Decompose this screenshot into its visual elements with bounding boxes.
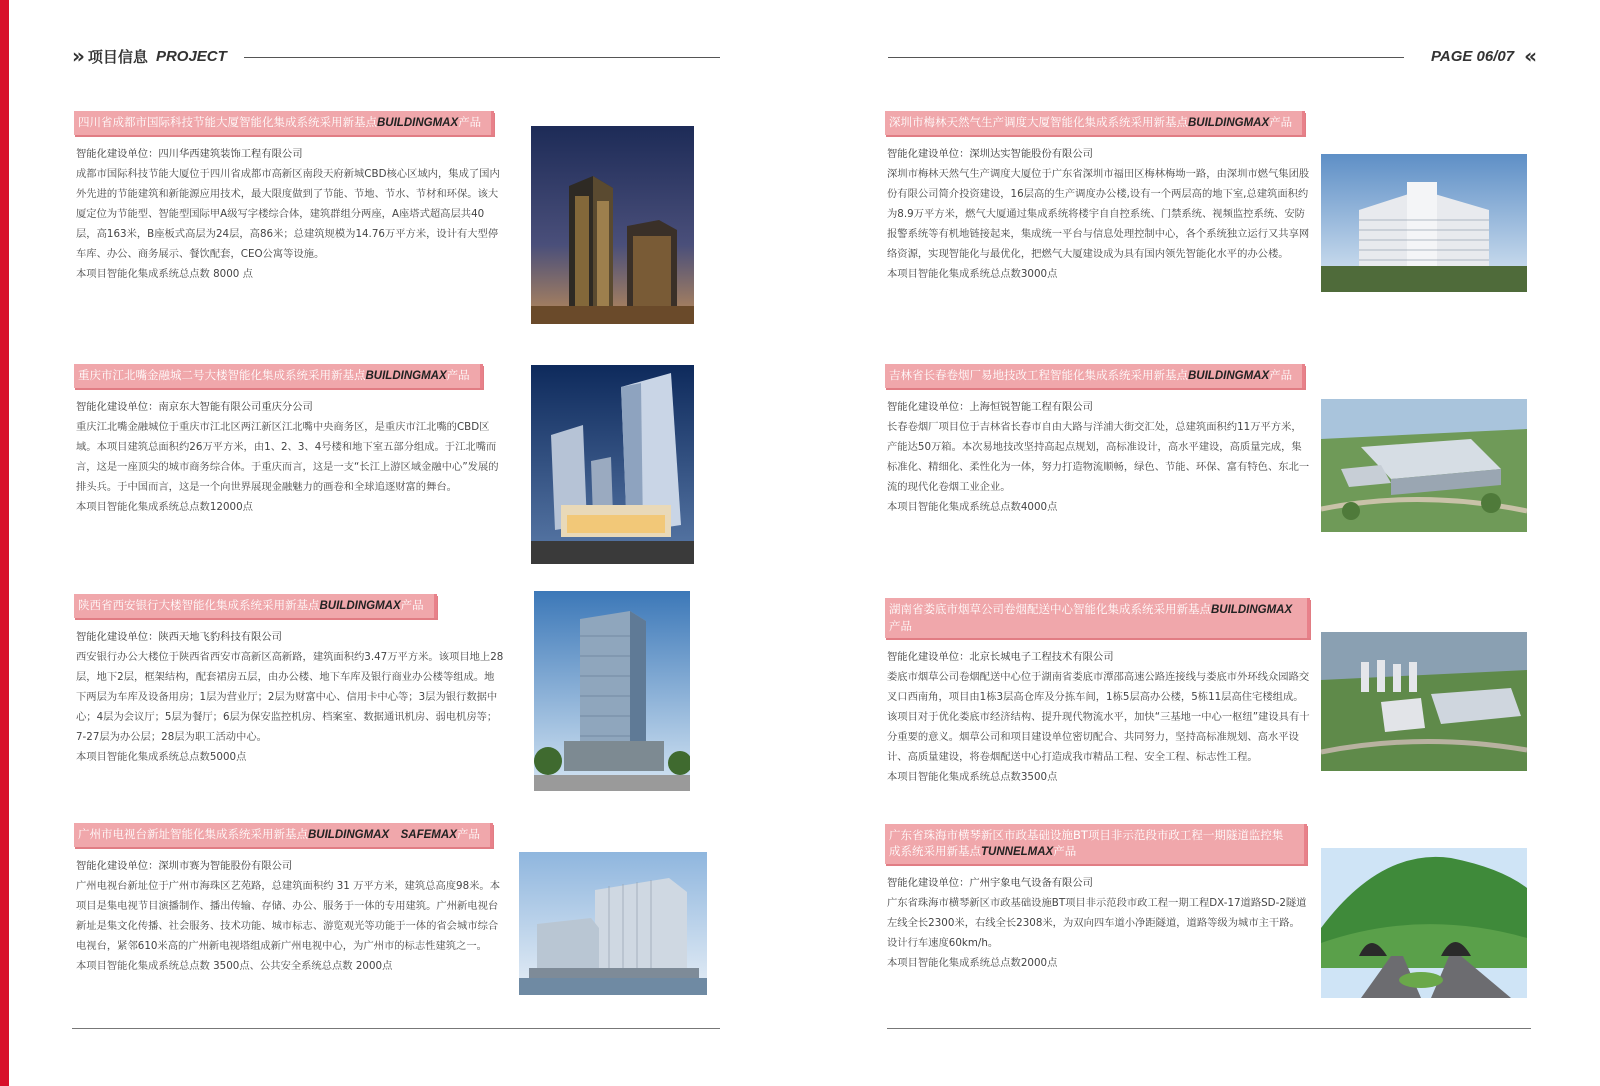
project-points: 本项目智能化集成系统总点数2000点 [887,957,1058,969]
office-building-photo [1321,154,1527,292]
tunnel-photo [1321,848,1527,998]
tv-center-photo [519,852,707,995]
project-card [885,111,1310,284]
project-description: 深圳市梅林天然气生产调度大厦位于广东省深圳市福田区梅林梅坳一路，由深圳市燃气集团股份有限公司简介投资建设，16层高的生产调度办公楼,设有一个两层高的地下室,总建筑面积约为8.9万平方米，燃气大厦通过集成系统将楼宇自自控系统、门禁系统、视频监控系统、安防报警系统等有机地链接起来，集成统一平台与信息处理控制中心，各个系统独立运行又共享网络资源，实现智能化与最优化，把燃气大厦建设成为具有国内领先智能化水平的办公楼。 [887,168,1310,260]
project-points: 本项目智能化集成系统总点数 3500点、公共安全系统总点数 2000点 [76,960,393,972]
project-title: 陕西省西安银行大楼智能化集成系统采用新基点BUILDINGMAX产品 [74,594,437,618]
project-card [885,824,1310,973]
header-title-cn: 项目信息 [87,47,148,66]
project-title: 湖南省娄底市烟草公司卷烟配送中心智能化集成系统采用新基点BUILDINGMAX产品 [885,598,1310,638]
project-title: 四川省成都市国际科技节能大厦智能化集成系统采用新基点BUILDINGMAX产品 [74,111,494,135]
right-header [888,44,1532,72]
header-rule [888,57,1404,58]
project-contractor: 智能化建设单位：陕西天地飞豹科技有限公司 [76,631,282,643]
factory-aerial-photo [1321,399,1527,532]
project-description: 重庆江北嘴金融城位于重庆市江北区两江新区江北嘴中央商务区，是重庆市江北嘴的CBD区域。本项目建筑总面积约26万平方米，由1、2、3、4号楼和地下室五部分组成。于江北嘴而言，这是一座顶尖的城市商务综合体。于重庆而言，这是一支“长江上游区域金融中心”发展的排头兵。于中国而言，这是一个向世界展现金融魅力的画卷和全球追逐财富的舞台。 [76,421,499,493]
footer-rule [72,1028,720,1029]
project-title: 重庆市江北嘴金融城二号大楼智能化集成系统采用新基点BUILDINGMAX产品 [74,364,483,388]
project-description: 长春卷烟厂项目位于吉林省长春市自由大路与洋浦大街交汇处，总建筑面积约11万平方米，产能达50万箱。本次易地技改坚持高起点规划，高标准设计，高水平建设，高质量完成，集标准化、精细化、柔性化为一体，努力打造物流顺畅，绿色、节能、环保、富有特色、东北一流的现代化卷烟工业企业。 [887,421,1310,493]
project-points: 本项目智能化集成系统总点数12000点 [76,501,253,513]
project-card [74,111,504,284]
project-title: 广州市电视台新址智能化集成系统采用新基点BUILDINGMAX SAFEMAX产品 [74,823,493,847]
project-points: 本项目智能化集成系统总点数3000点 [887,268,1058,280]
page-number: PAGE 06/07 [1430,47,1515,65]
left-header [72,44,720,72]
double-chevron-right-icon: » [72,44,80,68]
project-contractor: 智能化建设单位：深圳市赛为智能股份有限公司 [76,860,293,872]
footer-rule [887,1028,1531,1029]
glass-towers-photo [531,365,694,564]
project-card [885,364,1310,517]
header-title-en: PROJECT [155,47,227,65]
project-title: 吉林省长春卷烟厂易地技改工程智能化集成系统采用新基点BUILDINGMAX产品 [885,364,1305,388]
project-card [74,594,504,767]
project-contractor: 智能化建设单位：上海恒锐智能工程有限公司 [887,401,1093,413]
project-description: 成都市国际科技节能大厦位于四川省成都市高新区南段天府新城CBD核心区域内，集成了国内外先进的节能建筑和新能源应用技术，最大限度做到了节能、节地、节水、节材和环保。该大厦定位为节能型、智能型国际甲A级写字楼综合体，建筑群组分两座，A座塔式超高层共40层，高163米，B座板式高层为24层，高86米；总建筑规模为14.76万平方米，设计有大型停车库、办公、商务展示、餐饮配套，CEO公寓等设施。 [76,168,500,260]
header-rule [244,57,720,58]
double-chevron-left-icon: « [1524,44,1532,68]
bank-tower-photo [534,591,690,791]
project-title: 广东省珠海市横琴新区市政基础设施BT项目非示范段市政工程一期隧道监控集成系统采用新基点TUNNELMAX产品 [885,824,1307,864]
twin-towers-photo [531,126,694,324]
project-points: 本项目智能化集成系统总点数3500点 [887,771,1058,783]
project-contractor: 智能化建设单位：南京东大智能有限公司重庆分公司 [76,401,313,413]
project-title: 深圳市梅林天然气生产调度大厦智能化集成系统采用新基点BUILDINGMAX产品 [885,111,1305,135]
project-points: 本项目智能化集成系统总点数 8000 点 [76,268,253,280]
project-description: 娄底市烟草公司卷烟配送中心位于湖南省娄底市潭邵高速公路连接线与娄底市外环线众园路交叉口西南角，项目由1栋3层高仓库及分拣车间，1栋5层高办公楼，5栋11层高住宅楼组成。该项目对于优化娄底市经济结构、提升现代物流水平，加快“三基地一中心一枢纽”建设具有十分重要的意义。烟草公司和项目建设单位密切配合、共同努力，坚持高标准规划、高水平设计、高质量建设，将卷烟配送中心打造成我市精品工程、安全工程、标志性工程。 [887,671,1310,763]
project-description: 广东省珠海市横琴新区市政基础设施BT项目非示范段市政工程一期工程DX-17道路SD-2隧道左线全长2300米，右线全长2308米，为双向四车道小净距隧道，道路等级为城市主干路。设计行车速度60km/h。 [887,897,1307,949]
project-contractor: 智能化建设单位：深圳达实智能股份有限公司 [887,148,1093,160]
project-contractor: 智能化建设单位：北京长城电子工程技术有限公司 [887,651,1114,663]
project-card [885,598,1310,787]
project-description: 广州电视台新址位于广州市海珠区艺苑路，总建筑面积约 31 万平方米，建筑总高度98米。本项目是集电视节目演播制作、播出传输、存储、办公、服务于一体的专用建筑。广州新电视台新址是集文化传播、社会服务、技术功能、城市标志、游览观光等功能于一体的省会城市综合电视台，紧邻610米高的广州新电视塔组成新广州电视中心，为广州市的标志性建筑之一。 [76,880,501,952]
project-card [74,364,504,517]
project-card [74,823,504,976]
red-spine-bar [0,0,9,1086]
project-points: 本项目智能化集成系统总点数4000点 [887,501,1058,513]
project-contractor: 智能化建设单位：广州宇象电气设备有限公司 [887,877,1093,889]
project-contractor: 智能化建设单位：四川华西建筑装饰工程有限公司 [76,148,303,160]
project-points: 本项目智能化集成系统总点数5000点 [76,751,247,763]
distribution-center-photo [1321,632,1527,771]
project-description: 西安银行办公大楼位于陕西省西安市高新区高新路，建筑面积约3.47万平方米。该项目地上28层，地下2层，框架结构，配套裙房五层，由办公楼、地下车库及银行商业办公楼等组成。地下两层为车库及设备用房；1层为营业厅；2层为财富中心、信用卡中心等；3层为银行数据中心；4层为会议厅；5层为餐厅；6层为保安监控机房、档案室、数据通讯机房、弱电机房等；7-27层为办公层；28层为职工活动中心。 [76,651,504,743]
